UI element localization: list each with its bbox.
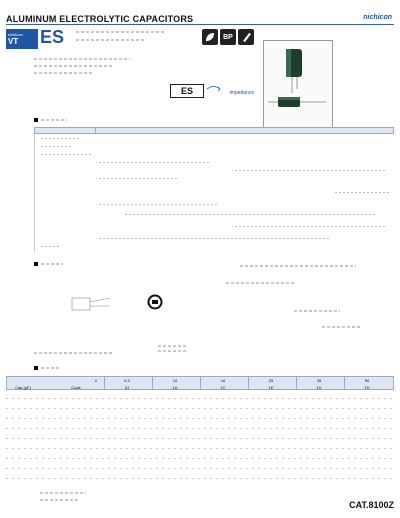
dimensions-note xyxy=(294,310,340,312)
dimensions-note xyxy=(34,352,114,354)
product-photo xyxy=(263,40,333,128)
description-line xyxy=(76,39,146,41)
code-header: Code xyxy=(71,385,81,390)
marking-box: ES xyxy=(170,84,204,98)
dimensions-note xyxy=(240,265,356,267)
table-row xyxy=(6,438,394,439)
polarity-diagram xyxy=(147,294,163,315)
table-row xyxy=(6,478,394,479)
table-row xyxy=(6,458,394,459)
dimensions-note xyxy=(226,282,296,284)
code-col-4: 1V xyxy=(316,385,322,390)
pen-icon xyxy=(240,31,252,43)
table-row xyxy=(6,398,394,399)
description-line xyxy=(34,65,114,67)
rohs-icon xyxy=(202,29,218,45)
table-row xyxy=(6,448,394,449)
series-box-brand: nichicon xyxy=(8,32,23,37)
catalog-number: CAT.8100Z xyxy=(349,500,394,510)
voltage-col-3: 25 xyxy=(268,378,274,383)
capacitance-header: Cap.(μF) xyxy=(15,385,31,390)
voltage-col-5: 50 xyxy=(364,378,370,383)
dimension-diagram xyxy=(62,292,112,321)
ratings-table-header xyxy=(6,376,394,390)
arrow-icon xyxy=(206,84,228,94)
code-col-1: 1A xyxy=(172,385,178,390)
footnote-line xyxy=(40,499,80,501)
series-name: ES xyxy=(40,27,65,47)
table-row xyxy=(6,408,394,409)
series-box-code: VT xyxy=(8,37,19,46)
brand-logo: nichicon xyxy=(363,14,392,21)
impedance-arrow xyxy=(206,84,254,96)
capacitor-image xyxy=(264,41,332,127)
dimensions-heading xyxy=(34,262,63,266)
description-line xyxy=(76,31,164,33)
footnote-line xyxy=(40,492,86,494)
code-col-5: 1H xyxy=(364,385,370,390)
code-col-0: 0J xyxy=(124,385,130,390)
description-line xyxy=(34,72,94,74)
voltage-col-1: 10 xyxy=(172,378,178,383)
series-code-box xyxy=(6,29,38,49)
voltage-col-2: 16 xyxy=(220,378,226,383)
specifications-heading xyxy=(34,118,67,122)
leaf-icon xyxy=(204,31,216,43)
size-legend xyxy=(152,345,192,355)
voltage-col-4: 35 xyxy=(316,378,322,383)
code-col-3: 1E xyxy=(268,385,274,390)
capacitor-outline-icon xyxy=(62,292,112,316)
ratings-heading xyxy=(34,366,61,370)
table-row xyxy=(6,418,394,419)
specifications-table xyxy=(34,134,395,252)
dimensions-note xyxy=(322,326,362,328)
document-title: ALUMINUM ELECTROLYTIC CAPACITORS xyxy=(6,14,194,24)
description-line xyxy=(34,58,130,60)
voltage-header: V xyxy=(94,378,98,383)
table-row xyxy=(6,468,394,469)
voltage-col-0: 6.3 xyxy=(124,378,130,383)
table-row xyxy=(6,428,394,429)
specifications-header-bar xyxy=(34,127,394,134)
bipolar-badge: BP xyxy=(220,29,236,45)
title-rule xyxy=(6,24,394,25)
lead-view-icon xyxy=(147,294,163,310)
impedance-label: Impedance xyxy=(229,90,255,96)
code-col-2: 1C xyxy=(220,385,226,390)
halogen-free-icon xyxy=(238,29,254,45)
